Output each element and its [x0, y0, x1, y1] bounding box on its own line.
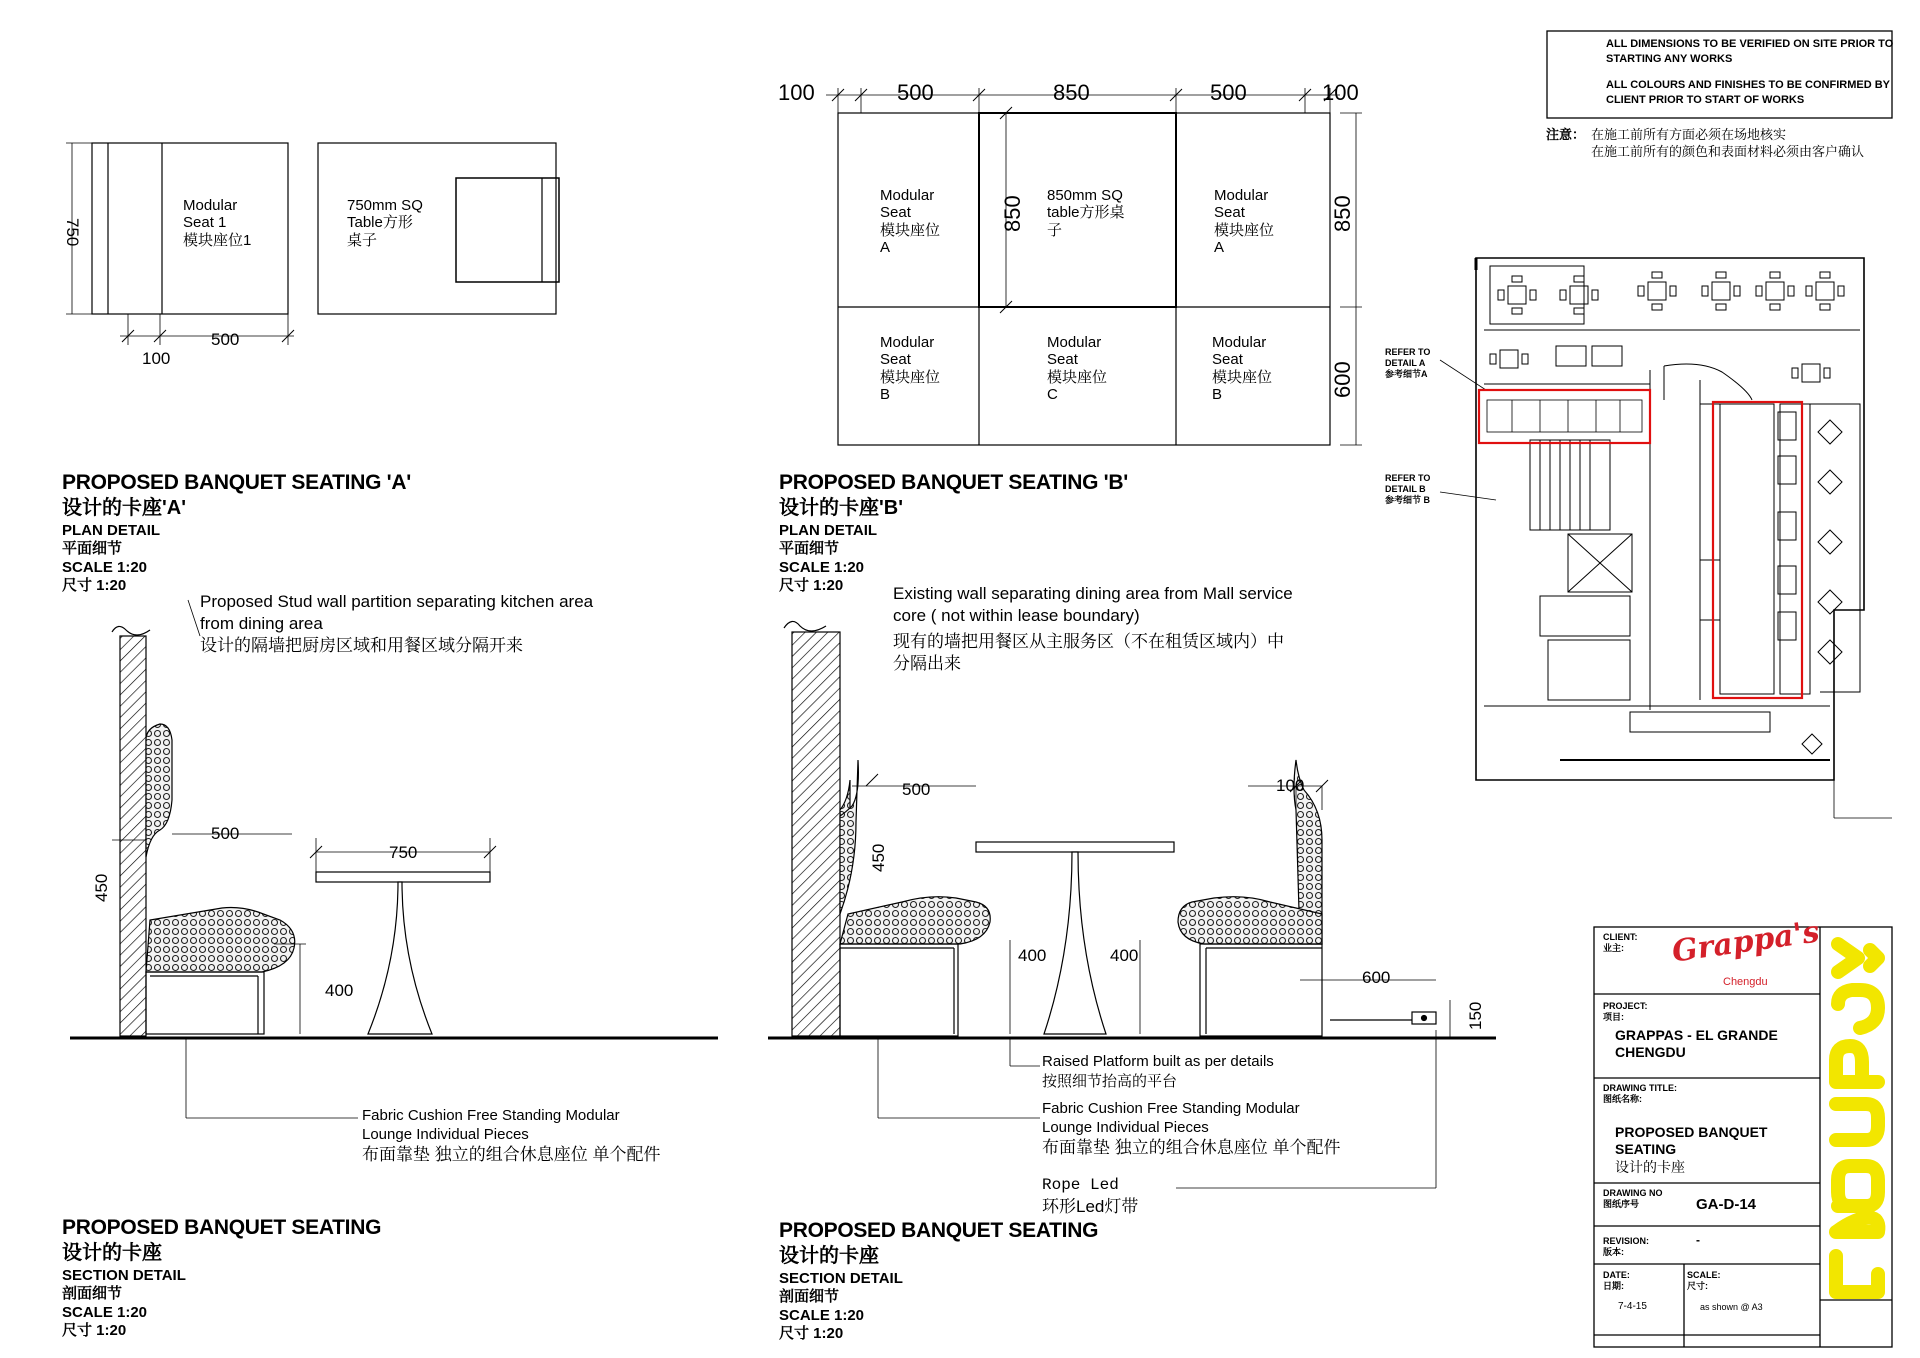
section-b-platform-note: Raised Platform built as per details: [1042, 1053, 1274, 1070]
section-b-scale: SCALE 1:20: [779, 1307, 865, 1324]
drawing-title-cn: 设计的卡座: [1615, 1159, 1685, 1175]
plan-b-detail: PLAN DETAIL: [779, 522, 878, 539]
scale-value: as shown @ A3: [1700, 1302, 1763, 1312]
plan-b-dim-850-right: 850: [1330, 195, 1355, 232]
section-b-dim-600: 600: [1362, 968, 1391, 987]
plan-b-seat-a-right: Modular Seat 模块座位 A: [1214, 187, 1275, 256]
refer-detail-b: REFER TO DETAIL B 参考细节 B: [1385, 473, 1431, 505]
plan-b-scale-cn: 尺寸 1:20: [779, 577, 844, 594]
section-a-title-cn: 设计的卡座: [62, 1242, 162, 1264]
section-a-detail-cn: 剖面细节: [62, 1285, 123, 1302]
section-b-wall-note: Existing wall separating dining area from Mall service core ( not within lease boundary): [893, 584, 1293, 626]
section-a-dim-500: 500: [211, 824, 240, 843]
plan-a-title-cn: 设计的卡座'A': [62, 497, 186, 519]
plan-b-dim-top-5: 100: [1322, 80, 1359, 105]
plan-b-detail-cn: 平面细节: [779, 540, 840, 557]
project-label: PROJECT:: [1603, 1001, 1648, 1011]
section-b-wall-note-cn: 现有的墙把用餐区从主服务区（不在租赁区域内）中 分隔出来: [893, 632, 1284, 674]
section-b-detail: SECTION DETAIL: [779, 1270, 903, 1287]
drawing-title-label: DRAWING TITLE:: [1603, 1083, 1677, 1093]
section-b-dim-100: 100: [1276, 776, 1305, 795]
group-gsa-logo: [1836, 944, 1878, 1292]
plan-b-dim-top-2: 500: [897, 80, 934, 105]
plan-a-table-label: 750mm SQ Table方形 桌子: [347, 197, 423, 249]
plan-b-dim-top-1: 100: [778, 80, 815, 105]
plan-b-seat-b-left: Modular Seat 模块座位 B: [880, 334, 941, 403]
notes-line-2: STARTING ANY WORKS: [1606, 53, 1733, 65]
section-b-cushion-note: Fabric Cushion Free Standing Modular Lounge Individual Pieces: [1042, 1100, 1300, 1136]
project-name: GRAPPAS - EL GRANDE CHENGDU: [1615, 1027, 1778, 1060]
section-b-dim-450: 450: [869, 843, 888, 872]
drawing-title-label-cn: 图纸名称:: [1603, 1094, 1642, 1104]
section-b-title: PROPOSED BANQUET SEATING: [779, 1219, 1099, 1242]
date-label: DATE:: [1603, 1270, 1630, 1280]
plan-a-dim-100: 100: [142, 349, 171, 368]
key-plan-drawing: [1440, 258, 1892, 818]
plan-b-dim-600: 600: [1330, 361, 1355, 398]
revision-label: REVISION:: [1603, 1236, 1650, 1246]
section-a-wall-note: Proposed Stud wall partition separating kitchen area from dining area 设计的隔墙把厨房区域和用餐区域分隔开来: [200, 592, 594, 656]
section-a-dim-750: 750: [389, 843, 418, 862]
section-b-title-cn: 设计的卡座: [779, 1245, 879, 1267]
notes-line-1: ALL DIMENSIONS TO BE VERIFIED ON SITE PRIOR TO: [1606, 38, 1894, 50]
section-b-dim-150: 150: [1466, 1001, 1485, 1030]
notes-label: 注意：: [1546, 127, 1586, 142]
plan-a-dim-500: 500: [211, 330, 240, 349]
scale-label-cn: 尺寸:: [1687, 1281, 1708, 1291]
section-b-dim-500: 500: [902, 780, 931, 799]
section-a-detail: SECTION DETAIL: [62, 1267, 186, 1284]
section-a-scale-cn: 尺寸 1:20: [62, 1322, 127, 1339]
section-b-led-note: Rope Led: [1042, 1176, 1119, 1194]
section-a-cushion-note: Fabric Cushion Free Standing Modular Lounge Individual Pieces: [362, 1107, 620, 1143]
plan-b-title: PROPOSED BANQUET SEATING 'B': [779, 471, 1128, 494]
client-city: Chengdu: [1723, 976, 1768, 988]
plan-a-drawing: [66, 143, 559, 345]
client-label-cn: 业主:: [1603, 943, 1624, 953]
notes-cn-2: 在施工前所有的颜色和表面材料必须由客户确认: [1591, 144, 1865, 159]
plan-a-seat-label: Modular Seat 1 模块座位1: [183, 197, 252, 249]
section-b-dim-400-left: 400: [1018, 946, 1047, 965]
section-a-scale: SCALE 1:20: [62, 1304, 148, 1321]
drawing-no-label: DRAWING NO: [1603, 1188, 1663, 1198]
plan-b-seat-c: Modular Seat 模块座位 C: [1047, 334, 1108, 403]
drawing-title: PROPOSED BANQUET SEATING: [1615, 1124, 1768, 1157]
client-logo: Grappa's: [1669, 914, 1822, 970]
client-label: CLIENT:: [1603, 932, 1638, 942]
notes-cn-1: 在施工前所有方面必须在场地核实: [1591, 127, 1787, 142]
plan-b-seat-b-right: Modular Seat 模块座位 B: [1212, 334, 1273, 403]
plan-a-scale-cn: 尺寸 1:20: [62, 577, 127, 594]
detail-a-highlight: [1479, 390, 1650, 443]
plan-b-seat-a-left: Modular Seat 模块座位 A: [880, 187, 941, 256]
plan-b-scale: SCALE 1:20: [779, 559, 865, 576]
section-b-detail-cn: 剖面细节: [779, 1288, 840, 1305]
plan-a-title: PROPOSED BANQUET SEATING 'A': [62, 471, 411, 494]
date-value: 7-4-15: [1618, 1301, 1647, 1312]
project-label-cn: 项目:: [1603, 1012, 1624, 1022]
plan-b-table-label: 850mm SQ table方形桌 子: [1047, 187, 1125, 239]
notes-line-4: CLIENT PRIOR TO START OF WORKS: [1606, 94, 1805, 106]
plan-a-scale: SCALE 1:20: [62, 559, 148, 576]
drawing-no: GA-D-14: [1696, 1196, 1757, 1213]
section-b-dim-400-right: 400: [1110, 946, 1139, 965]
plan-b-dim-top-3: 850: [1053, 80, 1090, 105]
section-a-dim-450: 450: [92, 873, 111, 902]
plan-a-dim-750: 750: [63, 218, 82, 247]
plan-a-detail-cn: 平面细节: [62, 540, 123, 557]
drawing-no-label-cn: 图纸序号: [1603, 1199, 1640, 1209]
plan-b-dim-top-4: 500: [1210, 80, 1247, 105]
section-a-cushion-note-cn: 布面靠垫 独立的组合休息座位 单个配件: [362, 1145, 661, 1164]
section-b-cushion-note-cn: 布面靠垫 独立的组合休息座位 单个配件: [1042, 1138, 1341, 1157]
detail-b-highlight: [1713, 402, 1802, 698]
revision-label-cn: 版本:: [1603, 1247, 1624, 1257]
plan-b-title-cn: 设计的卡座'B': [779, 497, 903, 519]
notes-line-3: ALL COLOURS AND FINISHES TO BE CONFIRMED BY: [1606, 79, 1890, 91]
section-b-platform-note-cn: 按照细节抬高的平台: [1042, 1073, 1178, 1090]
section-b-scale-cn: 尺寸 1:20: [779, 1325, 844, 1342]
revision-value: -: [1696, 1233, 1700, 1247]
plan-b-dim-850-left: 850: [1000, 195, 1025, 232]
section-b-led-note-cn: 环形Led灯带: [1042, 1197, 1139, 1216]
scale-label: SCALE:: [1687, 1270, 1721, 1280]
plan-a-detail: PLAN DETAIL: [62, 522, 161, 539]
section-a-dim-400: 400: [325, 981, 354, 1000]
refer-detail-a: REFER TO DETAIL A 参考细节A: [1385, 347, 1431, 379]
section-a-title: PROPOSED BANQUET SEATING: [62, 1216, 382, 1239]
date-label-cn: 日期:: [1603, 1281, 1624, 1291]
